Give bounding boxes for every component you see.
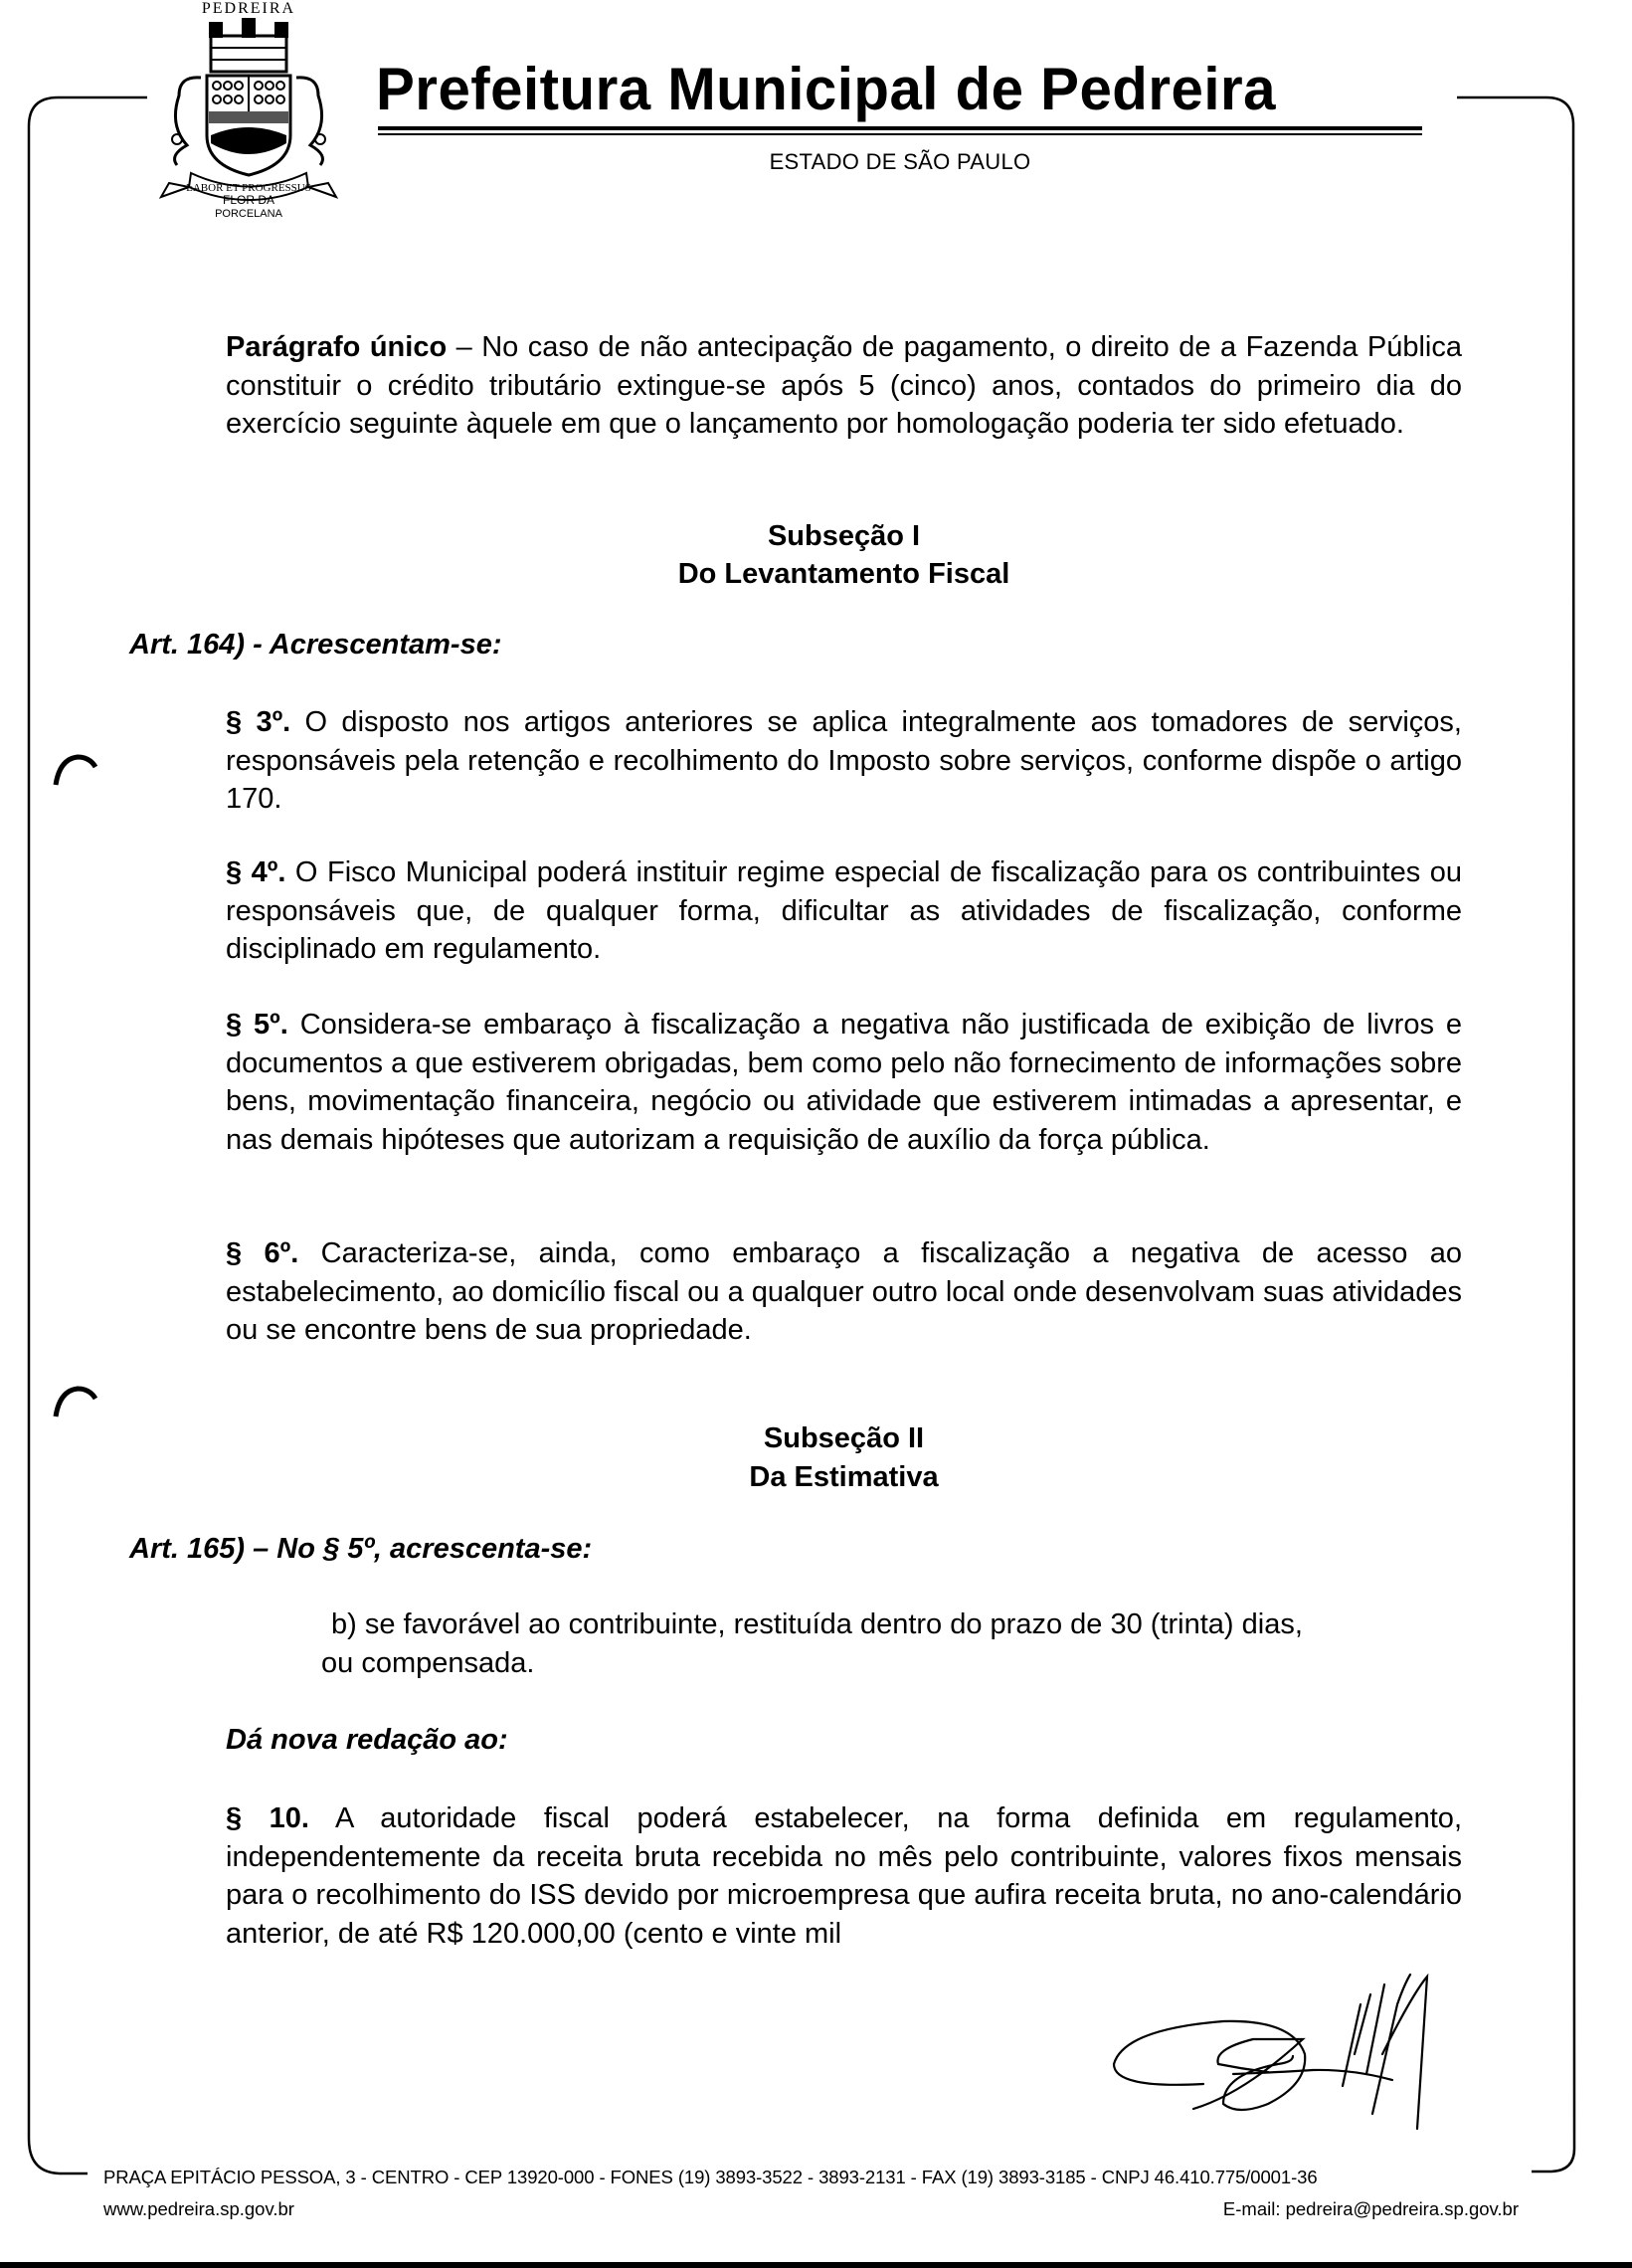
art-165-text: – No § 5º, acrescenta-se: (245, 1533, 593, 1565)
hole-punch-mark-icon (50, 751, 99, 791)
letterhead-subtitle: ESTADO DE SÃO PAULO (769, 149, 1031, 174)
item-b-line1: b) se favorável ao contribuinte, restituída dentro do prazo de 30 (trinta) dias, (331, 1608, 1303, 1640)
paragraph-4 (226, 853, 1462, 969)
paragraph-5 (226, 1006, 1462, 1159)
signature-icon (1094, 1965, 1432, 2149)
footer-address: PRAÇA EPITÁCIO PESSOA, 3 - CENTRO - CEP 13920-000 - FONES (19) 3893-3522 - 3893-2131 - FAX (19) 3893-3185 - CNPJ 46.410.775/0001-36 (103, 2167, 1318, 2187)
letterhead-title: Prefeitura Municipal de Pedreira (376, 56, 1276, 122)
title-underline-thick (378, 126, 1422, 130)
paragraph-10-text: A autoridade fiscal poderá estabelecer, na forma definida em regulamento, independentemente da receita bruta recebida no mês pelo contribuinte, valores fixos mensais para o recolhimento do ISS devido por microempresa que aufira receita bruta, no ano-calendário anterior, de até R$ 120.000,00 (cento e vinte mil (226, 1802, 1462, 1950)
item-b-line2: ou compensada. (321, 1647, 535, 1679)
art-164-text: - Acrescentam-se: (245, 629, 502, 661)
hole-punch-mark-icon (50, 1383, 99, 1422)
coat-of-arms (149, 0, 348, 231)
paragraph-10 (226, 1799, 1462, 1953)
subsecao-1-title: Do Levantamento Fiscal (677, 558, 1010, 590)
crest-banner-text: LABOR ET PROGRESSUS (186, 182, 311, 194)
crest-emblem-icon (149, 16, 348, 215)
subsecao-2-title: Da Estimativa (749, 1461, 939, 1493)
paragrafo-unico-text: – No caso de não antecipação de pagamento, o direito de a Fazenda Pública constituir o crédito tributário extingue-se após 5 (cinco) anos, contados do primeiro dia do exercício seguinte àquele em que o lançamento por homologação poderia ter sido efetuado. (226, 331, 1462, 441)
footer-email-link[interactable]: E-mail: pedreira@pedreira.sp.gov.br (1222, 2198, 1519, 2219)
paragraph-3-label: § 3º. (226, 706, 291, 738)
art-164-number: 164) (178, 629, 246, 661)
subsecao-2-label: Subseção II (763, 1422, 925, 1454)
art-164-label: Art. (129, 629, 179, 661)
paragraph-6-text: Caracteriza-se, ainda, como embaraço a fiscalização a negativa de acesso ao estabelecimento, ao domicílio fiscal ou a qualquer outro local onde desenvolvam suas atividades ou se encontre bens de sua propriedade. (226, 1237, 1462, 1347)
subsecao-1-label: Subseção I (767, 520, 921, 552)
nova-redacao-heading: Dá nova redação ao: (226, 1724, 508, 1756)
paragraph-10-label: § 10. (226, 1802, 309, 1834)
paragraph-3 (226, 703, 1462, 819)
title-underline-thin (378, 133, 1422, 135)
paragraph-6-label: § 6º. (226, 1237, 299, 1269)
paragraph-4-text: O Fisco Municipal poderá instituir regime especial de fiscalização para os contribuintes ou responsáveis que, de qualquer forma, dificultar as atividades de fiscalização, conforme disciplinado em regulamento. (226, 856, 1463, 966)
art-165-heading (129, 1533, 592, 1566)
footer-website-link[interactable]: www.pedreira.sp.gov.br (103, 2198, 294, 2219)
paragraph-5-text: Considera-se embaraço à fiscalização a negativa não justificada de exibição de livros e documentos a que estiverem obrigadas, bem como pelo não fornecimento de informações sobre bens, movimentação financeira, negócio ou atividade que estiverem intimadas a apresentar, e nas demais hipóteses que autorizam a requisição de auxílio da força pública. (226, 1009, 1462, 1156)
paragraph-4-label: § 4º. (226, 856, 286, 888)
art-164-heading (129, 629, 502, 662)
art-165-label: Art. (129, 1533, 179, 1565)
paragraph-6 (226, 1234, 1462, 1350)
crest-city-name: PEDREIRA (201, 0, 296, 17)
paragrafo-unico (226, 328, 1462, 444)
art-165-number: 165) (178, 1533, 246, 1565)
crest-motto-line2: PORCELANA (215, 208, 282, 220)
paragraph-3-text: O disposto nos artigos anteriores se aplica integralmente aos tomadores de serviços, responsáveis pela retenção e recolhimento do Imposto sobre serviços, conforme dispõe o artigo 170. (226, 706, 1462, 816)
scan-bottom-edge (0, 2262, 1632, 2268)
paragrafo-unico-label: Parágrafo único (226, 331, 448, 363)
paragraph-5-label: § 5º. (226, 1009, 288, 1040)
crest-motto-line1: FLOR DA (222, 193, 274, 207)
